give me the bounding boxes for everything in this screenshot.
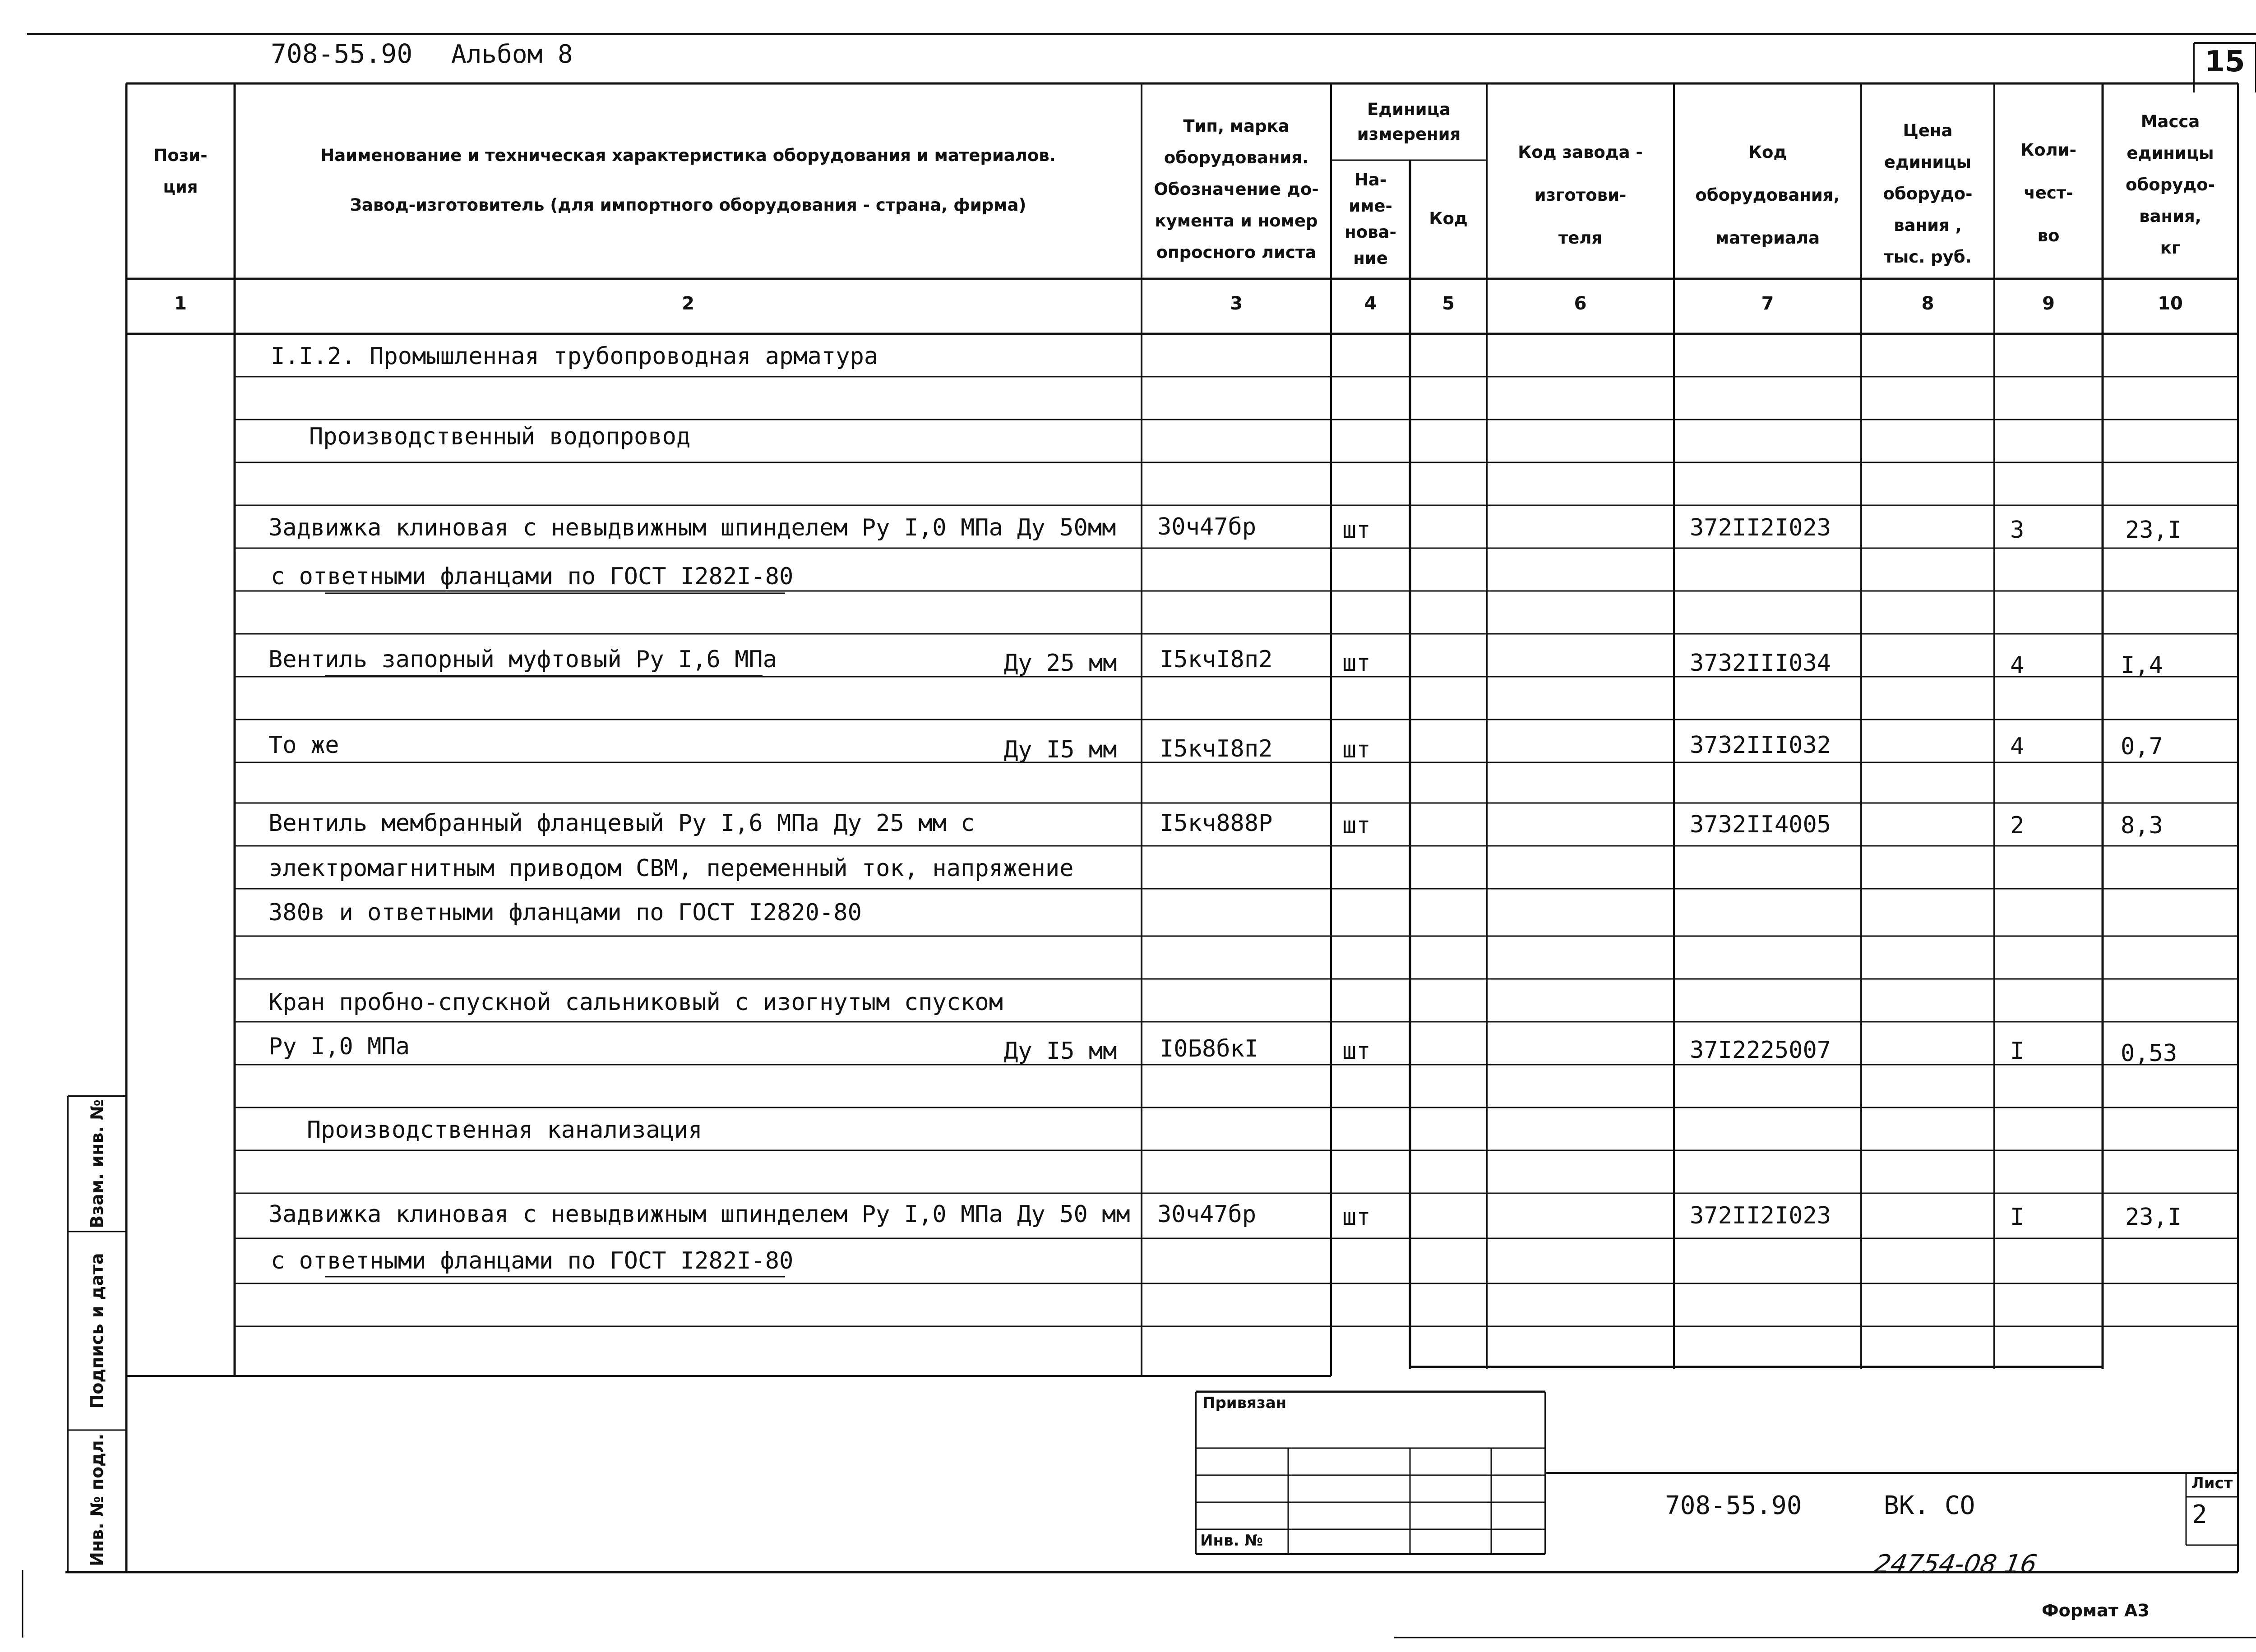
stamp-signature-date: Подпись и дата — [87, 1253, 107, 1409]
item-4-code: 3732II4005 — [1690, 811, 1831, 838]
item-4-name-line-1: Вентиль мембранный фланцевый Ру I,6 МПа Ду 25 мм с — [268, 810, 975, 837]
item-5-qty: I — [2010, 1038, 2025, 1065]
item-1-code: 372II2I023 — [1690, 514, 1831, 541]
item-1-type: 30ч47бр — [1157, 513, 1257, 540]
item-3-mass: 0,7 — [2121, 733, 2163, 760]
binding-title: Привязан — [1202, 1394, 1287, 1412]
col6-header: Код завода - изготови- теля — [1518, 143, 1643, 248]
item-3-name: То же — [268, 732, 339, 759]
stamp-inv-podl: Инв. № подл. — [87, 1433, 107, 1567]
col-num-6: 6 — [1574, 293, 1587, 314]
item-2-name: Вентиль запорный муфтовый Ру I,6 МПа — [268, 646, 777, 673]
item-2-code: 3732III034 — [1690, 650, 1831, 677]
item-4-name-line-3: 380в и ответными фланцами по ГОСТ I2820-80 — [268, 899, 862, 926]
col10-header: Масса единицы оборудо- вания, кг — [2126, 112, 2215, 258]
col-num-7: 7 — [1761, 293, 1774, 314]
col-num-10: 10 — [2158, 293, 2183, 314]
title-mark: ВК. СО — [1884, 1491, 1975, 1520]
title-doc-code: 708-55.90 — [1665, 1491, 1802, 1520]
item-5-code: 37I2225007 — [1690, 1037, 1831, 1064]
format-label: Формат А3 — [2042, 1601, 2150, 1620]
item-5-dn: Ду I5 мм — [1004, 1038, 1117, 1065]
item-5-name-line-1: Кран пробно-спускной сальниковый с изогнутым спуском — [268, 989, 1003, 1016]
col-num-8: 8 — [1921, 293, 1934, 314]
item-4-unit: шт — [1342, 812, 1371, 839]
handwritten-number: 24754-08 16 — [1872, 1550, 2039, 1579]
item-2-type: I5кчI8п2 — [1160, 646, 1273, 673]
sheet-number: 2 — [2192, 1500, 2207, 1529]
col-num-3: 3 — [1230, 293, 1243, 314]
item-6-unit: шт — [1342, 1204, 1371, 1231]
sheet-label: Лист — [2191, 1474, 2233, 1492]
item-5-unit: шт — [1342, 1038, 1371, 1065]
section-title-main: I.I.2. Промышленная трубопроводная арматура — [271, 343, 878, 370]
col1-header: Пози- ция — [153, 146, 208, 197]
item-1-name-line-1: Задвижка клиновая с невыдвижным шпинделем Ру I,0 МПа Ду 50мм — [268, 514, 1116, 541]
header-album: Альбом 8 — [451, 40, 573, 69]
item-3-dn: Ду I5 мм — [1004, 736, 1117, 763]
col2-header: Наименование и техническая характеристика оборудования и материалов. Завод-изготовитель (для импортного оборудования - страна, фирма) — [320, 146, 1056, 215]
item-2-mass: I,4 — [2121, 652, 2163, 679]
item-6-name-line-1: Задвижка клиновая с невыдвижным шпинделем Ру I,0 МПа Ду 50 мм — [268, 1201, 1130, 1228]
item-3-unit: шт — [1342, 736, 1371, 763]
item-4-qty: 2 — [2010, 812, 2025, 839]
col-num-4: 4 — [1364, 293, 1377, 314]
section-title-water: Производственный водопровод — [309, 423, 691, 450]
item-4-mass: 8,3 — [2121, 812, 2163, 839]
item-2-dn: Ду 25 мм — [1004, 650, 1117, 677]
col4-header: На- име- нова- ние — [1345, 170, 1396, 268]
item-2-unit: шт — [1342, 650, 1371, 677]
col-num-9: 9 — [2042, 293, 2055, 314]
header-doc-code: 708-55.90 — [271, 38, 413, 69]
item-3-code: 3732III032 — [1690, 732, 1831, 759]
item-5-type: I0Б8бкI — [1160, 1035, 1259, 1062]
unit-group-header: Единица измерения — [1357, 100, 1461, 144]
col8-header: Цена единицы оборудо- вания , тыс. руб. — [1883, 121, 1973, 267]
col3-header: Тип, марка оборудования. Обозначение до- кумента и номер опросного листа — [1154, 116, 1319, 262]
col9-header: Коли- чест- во — [2020, 140, 2077, 245]
item-6-type: 30ч47бр — [1157, 1201, 1257, 1228]
item-1-unit: шт — [1342, 517, 1371, 544]
section-title-sewer: Производственная канализация — [307, 1117, 703, 1144]
item-6-code: 372II2I023 — [1690, 1202, 1831, 1229]
item-3-type: I5кчI8п2 — [1160, 735, 1273, 762]
item-4-name-line-2: электромагнитным приводом СВМ, переменный ток, напряжение — [268, 855, 1074, 882]
col-num-2: 2 — [682, 293, 694, 314]
item-2-qty: 4 — [2010, 652, 2025, 679]
item-5-name-line-2: Ру I,0 МПа — [268, 1033, 410, 1060]
item-6-qty: I — [2010, 1204, 2025, 1231]
item-1-name-line-2: с ответными фланцами по ГОСТ I282I-80 — [271, 563, 794, 590]
col5-header: Код — [1429, 209, 1468, 228]
col-num-1: 1 — [174, 293, 187, 314]
col7-header: Код оборудования, материала — [1695, 143, 1840, 248]
item-6-name-line-2: с ответными фланцами по ГОСТ I282I-80 — [271, 1247, 794, 1274]
item-5-mass: 0,53 — [2121, 1040, 2177, 1067]
col-num-5: 5 — [1442, 293, 1455, 314]
item-3-qty: 4 — [2010, 733, 2025, 760]
item-4-type: I5кч888Р — [1160, 810, 1273, 837]
binding-inv: Инв. № — [1200, 1532, 1263, 1550]
stamp-vzam-inv: Взам. инв. № — [87, 1099, 107, 1228]
item-1-qty: 3 — [2010, 517, 2025, 544]
item-6-mass: 23,I — [2125, 1204, 2182, 1231]
item-1-mass: 23,I — [2125, 517, 2182, 544]
page-number: 15 — [2205, 45, 2245, 78]
